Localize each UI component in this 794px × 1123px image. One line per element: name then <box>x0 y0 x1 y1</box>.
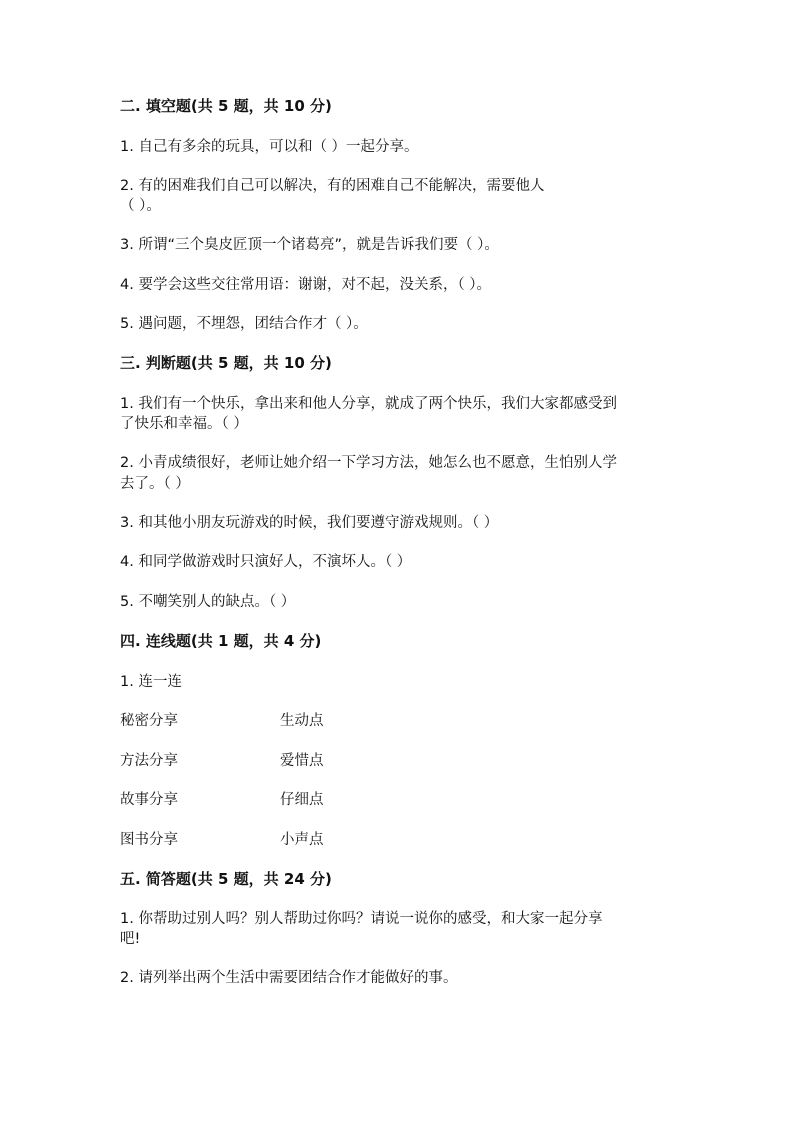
question-line: 1. 自己有多余的玩具，可以和（ ）一起分享。 <box>120 139 419 155</box>
match-left-item: 秘密分享 <box>120 713 178 729</box>
match-right-item: 爱惜点 <box>280 753 324 769</box>
question-line: 了快乐和幸福。（ ） <box>120 416 248 432</box>
section-heading-matching: 四. 连线题(共 1 题，共 4 分) <box>120 632 322 650</box>
section-heading-true-false: 三. 判断题(共 5 题，共 10 分) <box>120 354 332 372</box>
match-right-item: 生动点 <box>280 713 324 729</box>
question-line: 1. 连一连 <box>120 674 182 690</box>
question-line: 3. 所谓“三个臭皮匠顶一个诸葛亮”，就是告诉我们要（ ）。 <box>120 237 499 253</box>
match-left-item: 图书分享 <box>120 832 178 848</box>
question-line: 去了。（ ） <box>120 476 190 492</box>
question-line: （ ）。 <box>120 198 161 214</box>
question-line: 4. 要学会这些交往常用语：谢谢，对不起，没关系，（ ）。 <box>120 277 492 293</box>
section-heading-short-answer: 五. 简答题(共 5 题，共 24 分) <box>120 870 332 888</box>
question-line: 5. 遇问题，不埋怨，团结合作才（ ）。 <box>120 316 368 332</box>
question-line: 1. 你帮助过别人吗？别人帮助过你吗？请说一说你的感受，和大家一起分享 <box>120 911 603 927</box>
question-line: 2. 请列举出两个生活中需要团结合作才能做好的事。 <box>120 970 458 986</box>
question-line: 3. 和其他小朋友玩游戏的时候，我们要遵守游戏规则。（ ） <box>120 515 499 531</box>
match-left-item: 方法分享 <box>120 753 178 769</box>
match-left-item: 故事分享 <box>120 792 178 808</box>
match-right-item: 小声点 <box>280 832 324 848</box>
section-heading-fill-blank: 二. 填空题(共 5 题，共 10 分) <box>120 97 332 115</box>
question-line: 1. 我们有一个快乐，拿出来和他人分享，就成了两个快乐，我们大家都感受到 <box>120 396 617 412</box>
question-line: 吧! <box>120 931 141 947</box>
question-line: 4. 和同学做游戏时只演好人，不演坏人。（ ） <box>120 554 412 570</box>
question-line: 5. 不嘲笑别人的缺点。（ ） <box>120 594 296 610</box>
match-right-item: 仔细点 <box>280 792 324 808</box>
question-line: 2. 小青成绩很好，老师让她介绍一下学习方法，她怎么也不愿意，生怕别人学 <box>120 455 617 471</box>
question-line: 2. 有的困难我们自己可以解决，有的困难自己不能解决，需要他人 <box>120 178 545 194</box>
